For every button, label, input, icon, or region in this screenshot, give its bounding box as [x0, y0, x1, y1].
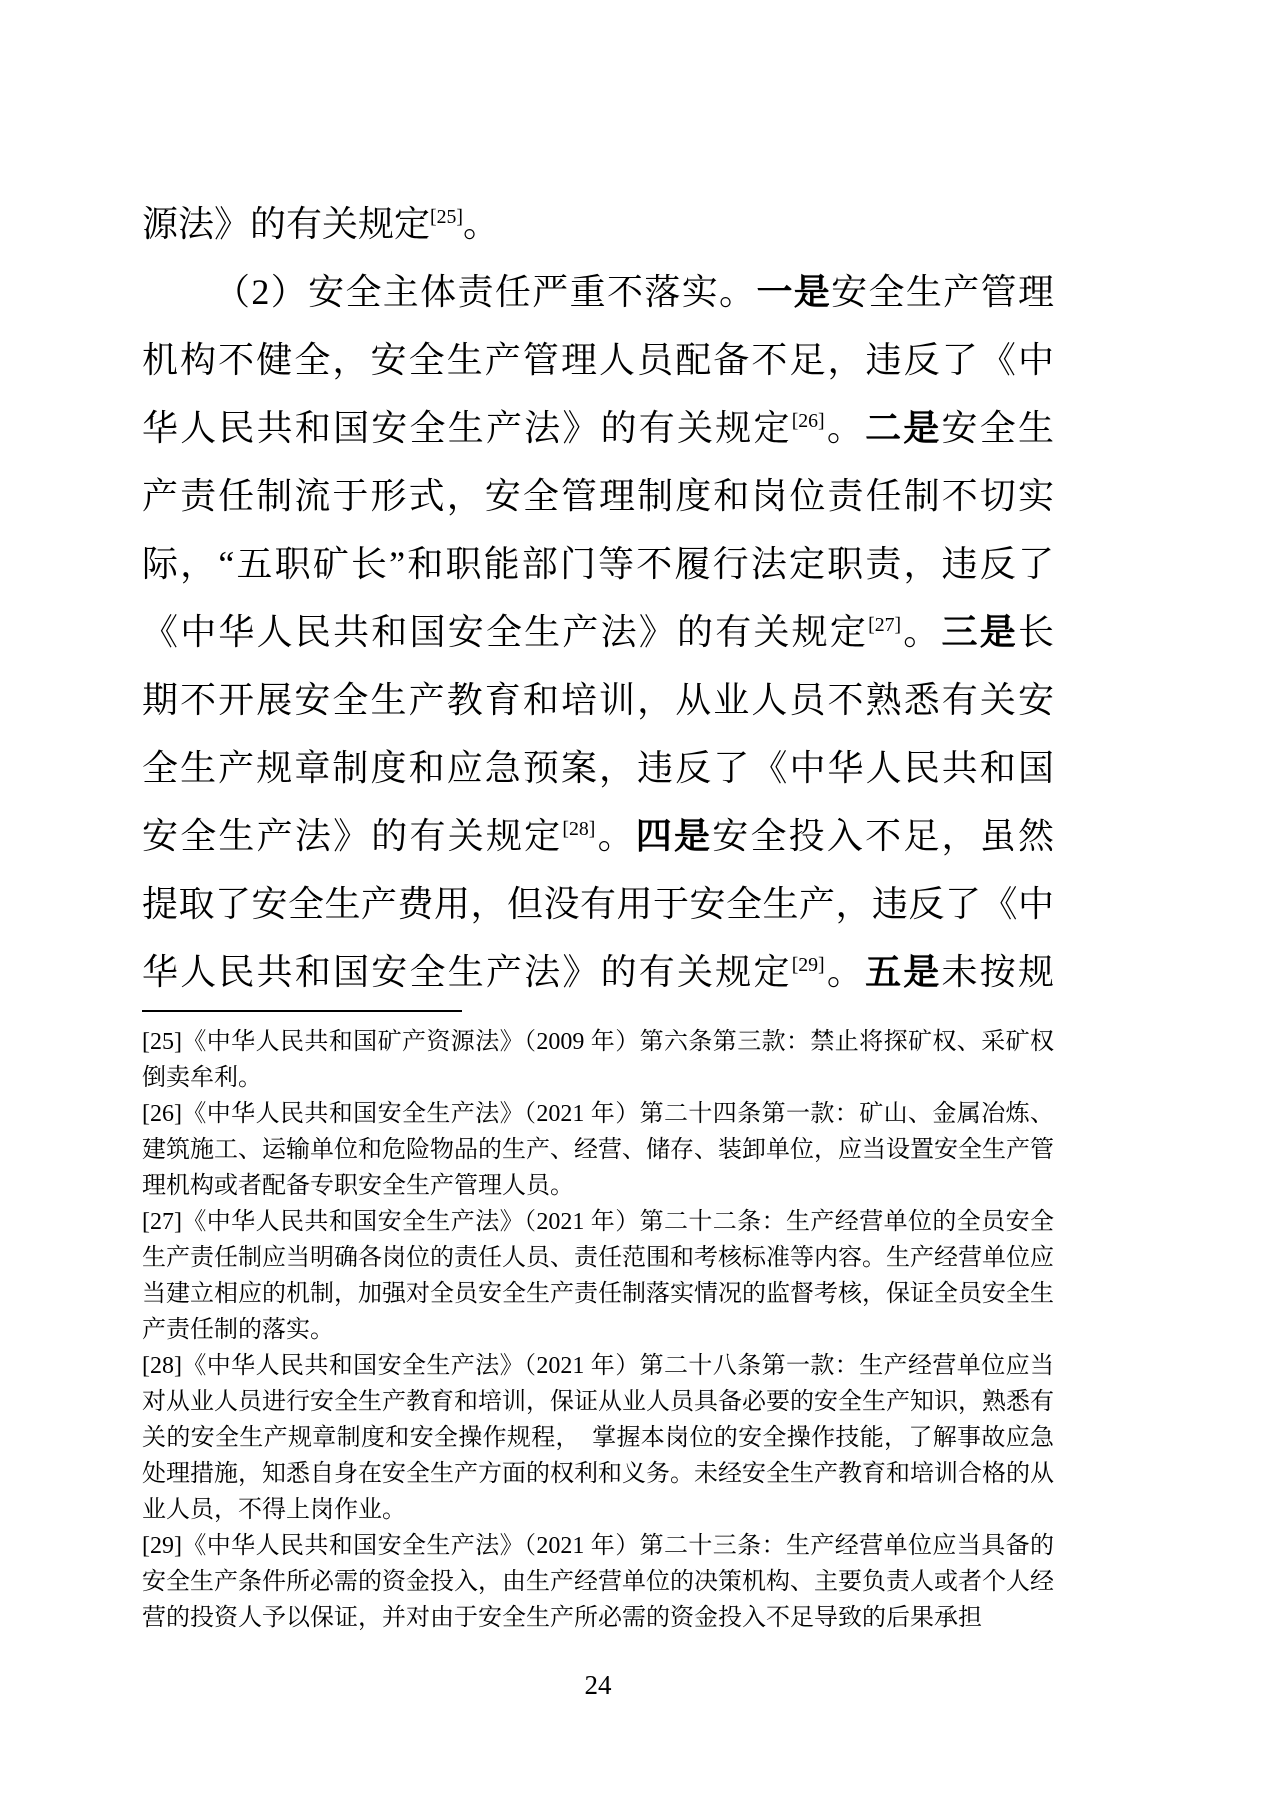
body-text-segment: 产责任制流于形式，安全管理制度和岗位责任制不切实	[142, 476, 1054, 516]
body-text-segment: 机构不健全，安全生产管理人员配备不足，违反了《中	[142, 340, 1054, 380]
footnote-25	[142, 1024, 1054, 1096]
footnote-text: 《中华人民共和国安全生产法》（2021 年）第二十八条第一款：生产经营单位应当对从业人员进行安全生产教育和培训，保证从业人员具备必要的安全生产知识，熟悉有关的安全生产规章制度和安全操作规程， 掌握本岗位的安全操作技能，了解事故应急处理措施，知悉自身在安全生产方面的权利和义务。未经安全生产教育和培训合格的从业人员，不得上岗作业。	[142, 1353, 1054, 1523]
body-text-segment: 际，“五职矿长”和职能部门等不履行法定职责，违反了	[142, 544, 1054, 584]
body-line	[142, 938, 1054, 1006]
footnote-ref: [26]	[791, 410, 825, 432]
footnote-27	[142, 1204, 1054, 1348]
body-text-segment: 华人民共和国安全生产法》的有关规定	[142, 408, 792, 448]
emphasis-text: 五是	[865, 951, 942, 992]
footnote-label: [27]	[142, 1209, 182, 1235]
body-text-segment: （2）安全主体责任严重不落实。	[214, 272, 757, 312]
body-line	[142, 190, 1054, 258]
body-line	[142, 462, 1054, 530]
footnote-label: [28]	[142, 1353, 182, 1379]
body-text-segment: 《中华人民共和国安全生产法》的有关规定	[142, 612, 869, 652]
footnote-text: 《中华人民共和国安全生产法》（2021 年）第二十四条第一款：矿山、金属冶炼、建筑施工、运输单位和危险物品的生产、经营、储存、装卸单位，应当设置安全生产管理机构或者配备专职安全生产管理人员。	[142, 1101, 1054, 1199]
footnote-text: 《中华人民共和国矿产资源法》（2009 年）第六条第三款：禁止将探矿权、采矿权倒卖牟利。	[142, 1029, 1054, 1091]
body-text-segment: 。	[824, 408, 866, 448]
body-line	[142, 326, 1054, 394]
body-text-segment: 。	[595, 816, 636, 856]
body-text-segment: 。	[462, 204, 499, 244]
body-text-segment: 期不开展安全生产教育和培训，从业人员不熟悉有关安	[142, 680, 1054, 720]
page-number: 24	[584, 1670, 612, 1700]
footnote-label: [29]	[142, 1533, 182, 1559]
body-line	[142, 530, 1054, 598]
body-text-segment: 安全生产管理	[831, 272, 1054, 312]
body-line	[142, 870, 1054, 938]
body-text-segment: 提取了安全生产费用，但没有用于安全生产，违反了《中	[142, 884, 1054, 924]
body-line	[142, 598, 1054, 666]
body-text-segment: 长	[1017, 612, 1054, 652]
body-line	[142, 802, 1054, 870]
body-text	[142, 190, 1054, 1006]
body-line	[142, 394, 1054, 462]
body-text-segment: 安全生	[941, 408, 1054, 448]
footnote-29	[142, 1528, 1054, 1636]
body-line	[142, 666, 1054, 734]
body-text-segment: 。	[901, 612, 942, 652]
footnote-26	[142, 1096, 1054, 1204]
footnote-ref: [27]	[868, 614, 902, 636]
emphasis-text: 一是	[756, 271, 832, 312]
footnote-ref: [25]	[430, 206, 463, 228]
body-line	[142, 258, 1054, 326]
footnote-separator	[142, 1010, 462, 1012]
footnote-text: 《中华人民共和国安全生产法》（2021 年）第二十二条：生产经营单位的全员安全生产责任制应当明确各岗位的责任人员、责任范围和考核标准等内容。生产经营单位应当建立相应的机制，加强对全员安全生产责任制落实情况的监督考核，保证全员安全生产责任制的落实。	[142, 1209, 1054, 1343]
body-text-segment: 安全投入不足，虽然	[712, 816, 1054, 856]
footnotes-section	[142, 1024, 1054, 1636]
body-text-segment: 全生产规章制度和应急预案，违反了《中华人民共和国	[142, 748, 1054, 788]
body-text-segment: 未按规	[941, 952, 1054, 992]
body-text-segment: 华人民共和国安全生产法》的有关规定	[142, 952, 792, 992]
body-line	[142, 734, 1054, 802]
emphasis-text: 四是	[635, 815, 713, 856]
body-text-segment: 源法》的有关规定	[142, 204, 431, 244]
body-text-segment: 。	[824, 952, 866, 992]
footnote-28	[142, 1348, 1054, 1528]
footnote-label: [25]	[142, 1029, 182, 1055]
footnote-text: 《中华人民共和国安全生产法》（2021 年）第二十三条：生产经营单位应当具备的安全生产条件所必需的资金投入，由生产经营单位的决策机构、主要负责人或者个人经营的投资人予以保证，并对由于安全生产所必需的资金投入不足导致的后果承担	[142, 1533, 1054, 1631]
footnote-ref: [29]	[791, 954, 825, 976]
footnote-ref: [28]	[562, 818, 596, 840]
emphasis-text: 三是	[941, 611, 1018, 652]
footnote-label: [26]	[142, 1101, 182, 1127]
emphasis-text: 二是	[865, 407, 942, 448]
body-text-segment: 安全生产法》的有关规定	[142, 816, 563, 856]
